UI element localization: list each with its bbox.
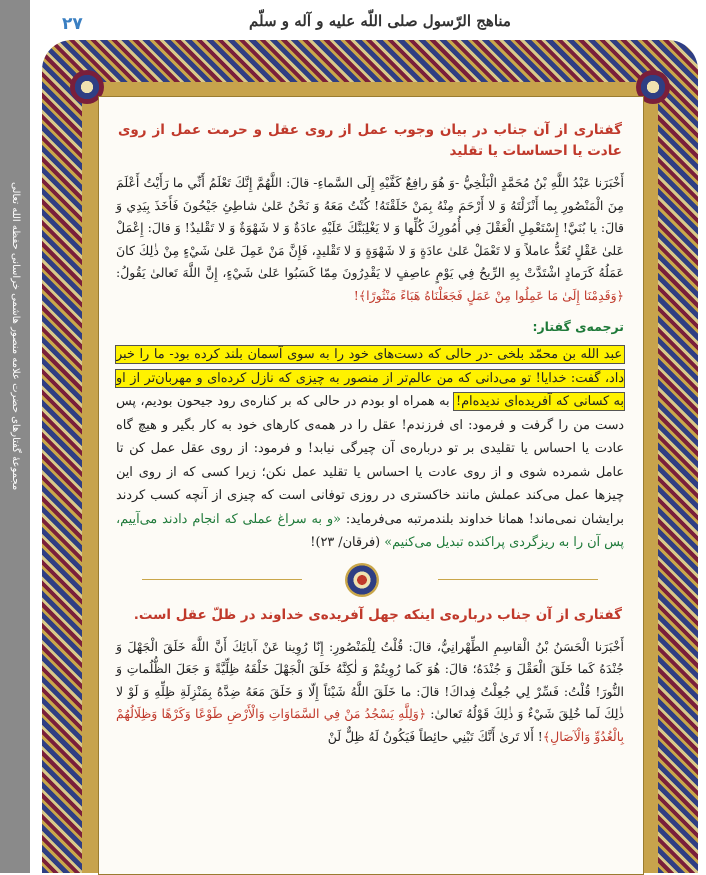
translation-reference: (فرقان/ ۲۳)! [310, 535, 385, 550]
section2-arabic-end: ! أَلا تَرىٰ أَنَّكَ تَبْنِي حائِطاً فَيَكُونُ لَهُ ظِلٌّ لَنْ [327, 728, 543, 744]
section2-quran-verse: ﴿وَلِلَّهِ يَسْجُدُ مَنْ فِي السَّمَاوَاتِ وَالْأَرْضِ طَوْعًا وَكَرْهًا وَظِلَالُهُمْ بِالْغُدُوِّ وَالْآصَالِ﴾ [116, 706, 624, 744]
side-bar-text: مجموعهٔ گفتارهای حضرت علامه منصور هاشمی خراسانی حفظه الله تعالی [10, 181, 21, 490]
section1-arabic-body: أَخْبَرَنا عَبْدُ اللَّهِ بْنُ مُحَمَّدٍ الْبَلْخِيُّ -وَ هُوَ رافِعٌ كَفَّيْهِ إِلَى السَّماءِ- قالَ: اللَّهُمَّ إِنَّكَ تَعْلَمُ أَنِّي ما رَأَيْتُ أَعْلَمَ مِنَ الْمَنْصُورِ بِما أَنْزَلْتَهُ وَ لا أَرْحَمَ مِنْهُ بِمَنْ خَلَقْتَهُ! كُنْتُ مَعَهُ وَ نَحْنُ عَلىٰ شاطِئِ جَيْحُونَ فَأَخَذَ بِيَدِي وَ قالَ: يا بُنَيَّ! إِسْتَعْمِلِ الْعَقْلَ فِي أُمُورِكَ كُلِّها وَ لا يَغْلِبَنَّكَ عَلَيْهِ عادَةٌ وَ لا شَهْوَةٌ وَ لا تَقْليدٌ! وَ قالَ: إِعْمَلْ عَلىٰ عَقْلٍ تُعَدُّ عاملاً وَ لا تَعْمَلْ عَلىٰ عادَةٍ وَ لا شَهْوَةٍ وَ لا تَقْليدٍ، فَإِنَّ مَنْ عَمِلَ عَلىٰ شَيْءٍ مِنْ ذٰلِكَ كانَ عَمَلُهُ كَرَمادٍ اشْتَدَّتْ بِهِ الرِّيحُ فِي يَوْمٍ عاصِفٍ لا يَقْدِرُونَ مِمّا كَسَبُوا عَلىٰ شَيْءٍ، إِنَّ اللَّهَ تَعالىٰ يَقُولُ: [116, 175, 624, 280]
translation-verse: «و به سراغ عملی که انجام دادند می‌آییم، پس آن را به ریزگردی پراکنده تبدیل می‌کنیم» [116, 511, 624, 550]
translation-heading: ترجمه‌ی گفتار: [532, 319, 624, 334]
rosette-icon [345, 563, 379, 597]
text-content [112, 106, 628, 866]
highlighted-passage[interactable]: عبد الله بن محمّد بلخی -در حالی که دست‌های خود را به سوی آسمان بلند کرده بود- ما را خبر داد، گفت: خدایا! تو می‌دانی که من عالم‌تر از منصور به چیزی که نازل کرده‌ای و مهربان‌تر از او به کسانی که آفریده‌ای ندیده‌ام! [116, 347, 624, 409]
section1-heading: گفتاری از آن جناب در بیان وجوب عمل از روی عقل و حرمت عمل از روی عادت یا احساسات یا تقلید [118, 122, 622, 159]
divider-line [438, 579, 598, 580]
divider-line [142, 579, 302, 580]
section1-translation [116, 343, 624, 555]
page-number: ۲۷ [62, 14, 83, 34]
section-divider [112, 561, 628, 599]
section2-arabic-text [116, 636, 624, 749]
section2-arabic-body: أَخْبَرَنا الْحَسَنُ بْنُ الْقاسِمِ الطِّهْرانِيُّ، قالَ: قُلْتُ لِلْمَنْصُورِ: إِنّا رُوِينا عَنْ آبائِكَ أَنَّ اللَّهَ خَلَقَ الْجَهْلَ وَ جُنْدَهُ كَما خَلَقَ الْعَقْلَ وَ جُنْدَهُ؛ قالَ: هُوَ كَما رُوِيتُمْ وَ لٰكِنَّهُ خَلَقَ الْجَهْلَ خَلْقَهُ ظِلِّيَّةً وَ جَعَلَ الظُّلُماتِ وَ النُّورَ! قُلْتُ: فَسِّرْ لِي جُعِلْتُ فِداكَ! قالَ: ما خَلَقَ اللَّهُ شَيْئاً إِلّا وَ خَلَقَ مَعَهُ ضِدَّهُ بِمَنْزِلَةِ ظِلِّهِ وَ لَوْ لا ذٰلِكَ لَما خُلِقَ شَيْءٌ وَ ذٰلِكَ قَوْلُهُ تَعالىٰ: [116, 638, 624, 721]
header-title: مناهج الرّسول صلی اللّه علیه و آله و سلّم [249, 12, 511, 30]
section2-heading: گفتاری از آن جناب درباره‌ی اینکه جهل آفریده‌ی خداوند در ظلّ عقل است. [133, 606, 622, 623]
translation-body: به همراه او بودم در حالی که بر کناره‌ی رود جیحون بودیم، پس دست من را گرفت و فرمود: ای فرزندم! عقل را در همه‌ی کارهای خود به کار بگیر و هیچ گاه عادت یا احساس یا تقلیدی بر تو درباره‌ی آن چیرگی نیابد! و فرمود: از روی عقل عمل کن تا عامل شمرده شوی و از روی عادت یا احساس یا تقلید عمل نکن؛ زیرا کسی که از روی این چیزها عمل می‌کند عملش مانند خاکستری در روزی توفانی است که چیزی از آنچه کسب کردند برایشان نمی‌ماند! همانا خداوند بلندمرتبه می‌فرماید: [116, 394, 624, 527]
section1-quran-verse: ﴿وَقَدِمْنَا إِلَىٰ مَا عَمِلُوا مِنْ عَمَلٍ فَجَعَلْنَاهُ هَبَاءً مَنْثُورًا﴾! [353, 287, 624, 303]
side-bar [0, 0, 30, 873]
section1-arabic-text [116, 172, 624, 307]
